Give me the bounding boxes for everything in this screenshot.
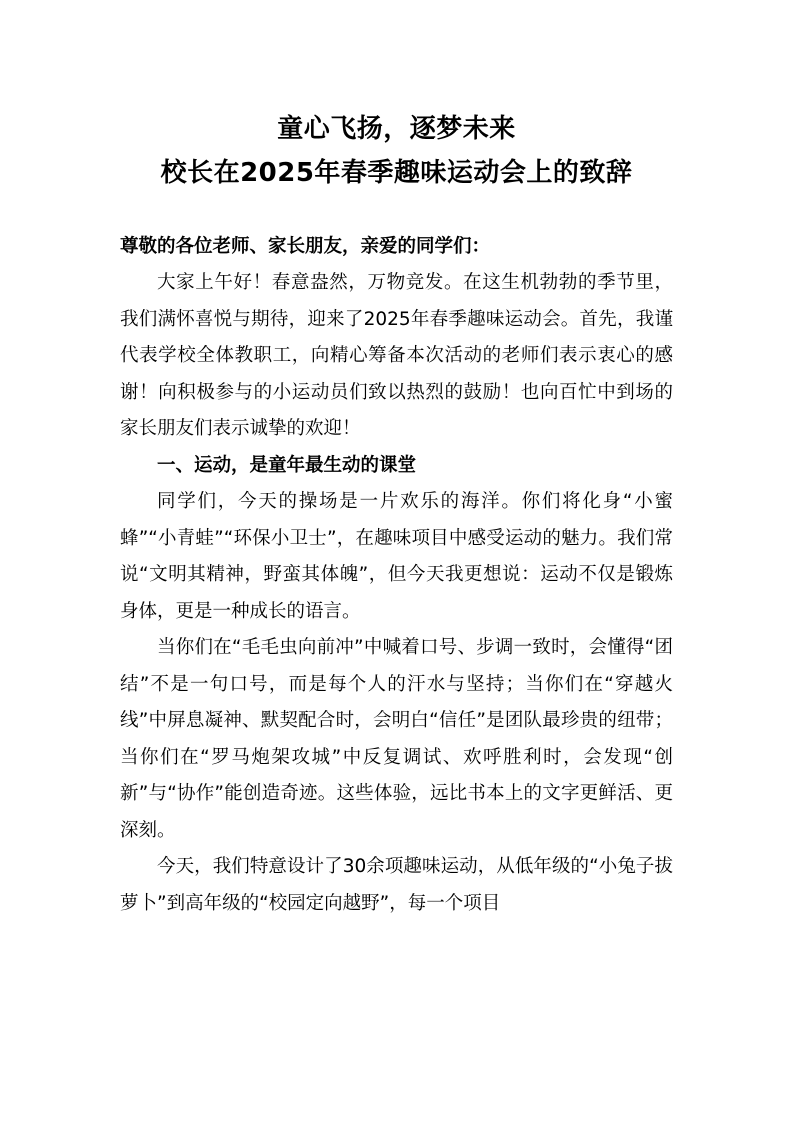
section1-paragraph-2: 当你们在“毛毛虫向前冲”中喊着口号、步调一致时，会懂得“团结”不是一句口号，而是每个人的汗水与坚持；当你们在“穿越火线”中屏息凝神、默契配合时，会明白“信任”是团队最珍贵的纽带；当你们在“罗马炮架攻城”中反复调试、欢呼胜利时，会发现“创新”与“协作”能创造奇迹。这些体验，远比书本上的文字更鲜活、更深刻。 <box>120 637 673 841</box>
title-line-1: 童心飞扬，逐梦未来 <box>277 114 516 144</box>
section1-paragraph-1: 同学们，今天的操场是一片欢乐的海洋。你们将化身“小蜜蜂”“小青蛙”“环保小卫士”，在趣味项目中感受运动的魅力。我们常说“文明其精神，野蛮其体魄”，但今天我更想说：运动不仅是锻炼身体，更是一种成长的语言。 <box>120 491 673 622</box>
section1-paragraph-3: 今天，我们特意设计了30余项趣味运动，从低年级的“小兔子拔萝卜”到高年级的“校园定向越野”，每一个项目 <box>120 856 673 914</box>
intro-paragraph: 大家上午好！春意盎然，万物竞发。在这生机勃勃的季节里，我们满怀喜悦与期待，迎来了2025年春季趣味运动会。首先，我谨代表学校全体教职工，向精心筹备本次活动的老师们表示衷心的感谢！向积极参与的小运动员们致以热烈的鼓励！也向百忙中到场的家长朋友们表示诚挚的欢迎！ <box>120 272 673 439</box>
salutation: 尊敬的各位老师、家长朋友，亲爱的同学们： <box>120 236 491 257</box>
document-page <box>120 107 673 922</box>
section-heading-1: 一、运动，是童年最生动的课堂 <box>157 454 417 476</box>
document-title <box>120 107 673 195</box>
title-line-2: 校长在2025年春季趣味运动会上的致辞 <box>160 158 633 188</box>
